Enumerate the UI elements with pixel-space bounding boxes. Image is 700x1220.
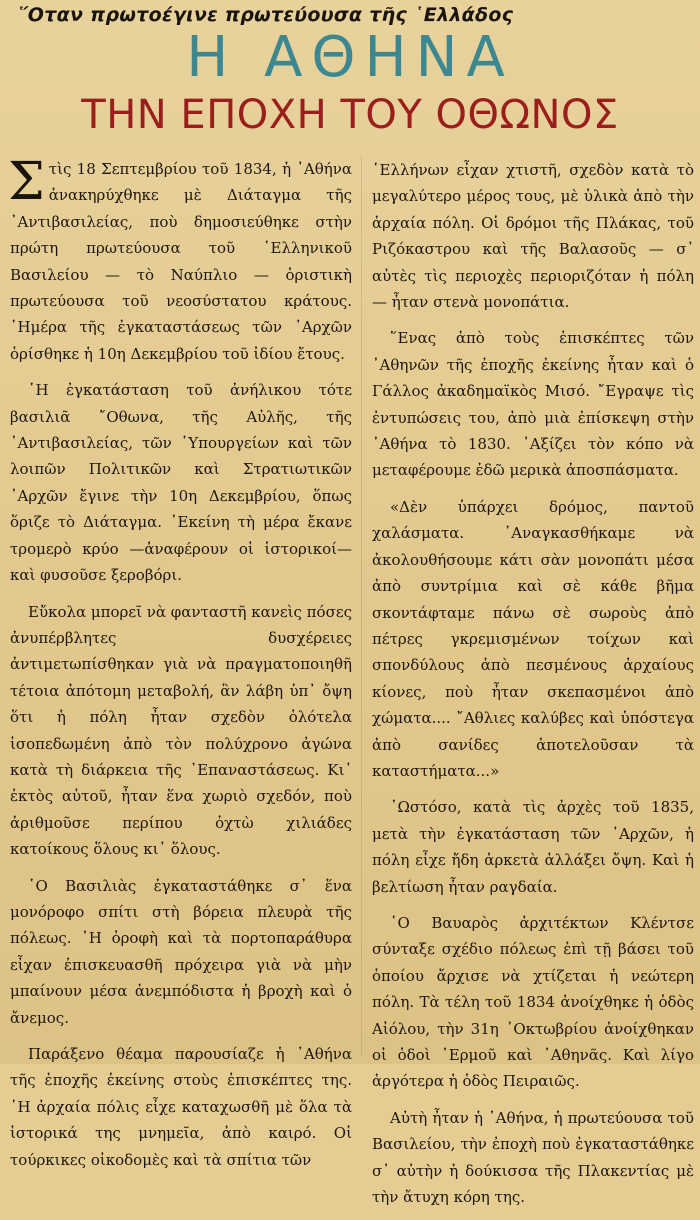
right-paragraph-4: ᾿Ωστόσο, κατὰ τὶς ἀρχὲς τοῦ 1835, μετὰ τὴν ἐγκατάσταση τῶν ᾿Αρχῶν, ἡ πόλη εἶχε ἤδη ἀρκετὰ ἀλλάξει ὄψη. Καὶ ἡ βελτίωση ἦταν ραγδαία. bbox=[372, 798, 694, 896]
right-paragraph-2: ῞Ενας ἀπὸ τοὺς ἐπισκέπτες τῶν ᾿Αθηνῶν τῆς ἐποχῆς ἐκείνης ἦταν καὶ ὁ Γάλλος ἀκαδημαϊκὸς Μισό. ῎Εγραψε τὶς ἐντυπώσεις του, ἀπὸ μιὰ ἐπίσκεψη στὴν ᾿Αθήνα τὸ 1830. ᾿Αξίζει τὸν κόπο νὰ μεταφέρουμε ἐδῶ μερικὰ ἀποσπάσματα. bbox=[372, 329, 694, 480]
drop-cap: Σ bbox=[8, 152, 45, 212]
right-paragraph-6: Αὐτὴ ἦταν ἡ ᾿Αθήνα, ἡ πρωτεύουσα τοῦ Βασιλείου, τὴν ἐποχὴ ποὺ ἐγκαταστάθηκε σ᾿ αὐτὴν ἡ δούκισσα τῆς Πλακεντίας μὲ τὴν ἄτυχη κόρη της. bbox=[372, 1108, 694, 1207]
left-paragraph-2: ῾Η ἐγκατάσταση τοῦ ἀνήλικου τότε βασιλιᾶ ῎Οθωνα, τῆς Αὐλῆς, τῆς ᾿Αντιβασιλείας, τῶν ῾Υπουργείων καὶ τῶν λοιπῶν Πολιτικῶν καὶ Στρατιωτικῶν ᾿Αρχῶν ἔγινε τὴν 10η Δεκεμβρίου, ὅπως ὅριζε τὸ Διάταγμα. ᾿Εκείνη τὴ μέρα ἔκανε τρομερὸ κρύο —ἀναφέρουν οἱ ἱστορικοί— καὶ φυσοῦσε ξεροβόρι. bbox=[10, 381, 352, 585]
left-paragraph-1-text: τὶς 18 Σεπτεμβρίου τοῦ 1834, ἡ ᾿Αθήνα ἀνακηρύχθηκε μὲ Διάταγμα τῆς ᾿Αντιβασιλείας, ποὺ δημοσιεύθηκε στὴν πρώτη πρωτεύουσα τοῦ ῾Ελληνικοῦ Βασιλείου — τὸ Ναύπλιο — ὁριστικὴ πρωτεύουσα τοῦ νεοσύστατου κράτους. ῾Ημέρα τῆς ἐγκαταστάσεως τῶν ᾿Αρχῶν ὁρίσθηκε ἡ 10η Δεκεμβρίου τοῦ ἰδίου ἔτους. bbox=[10, 160, 352, 363]
right-paragraph-3: «Δὲν ὑπάρχει δρόμος, παντοῦ χαλάσματα. ᾿Αναγκασθήκαμε νὰ ἀκολουθήσουμε κάτι σὰν μονοπάτι μέσα ἀπὸ συντρίμια καὶ σὲ κάθε βῆμα σκοντάφταμε πάνω σὲ σωροὺς ἀπὸ πέτρες γκρεμισμένων τοίχων καὶ σπονδύλους ἀπὸ πεσμένους ἀρχαίους κίονες, ποὺ ἦταν σκεπασμένοι ἀπὸ χώματα.... ῎Αθλιες καλύβες καὶ ὑπόστεγα ἀπὸ σανίδες ἀποτελοῦσαν τὰ καταστήματα...» bbox=[372, 497, 694, 780]
left-paragraph-4: ῾Ο Βασιλιὰς ἐγκαταστάθηκε σ᾿ ἕνα μονόροφο σπίτι στὴ βόρεια πλευρὰ τῆς πόλεως. ῾Η ὀροφὴ καὶ τὰ πορτοπαράθυρα εἶχαν ἐπισκευασθῆ πρόχειρα γιὰ νὰ μὴν μπαίνουν μέσα ἀνεμπόδιστα ἡ βροχὴ καὶ ὁ ἄνεμος. bbox=[10, 876, 352, 1027]
column-divider bbox=[361, 156, 362, 1056]
left-paragraph-3: Εὔκολα μπορεῖ νὰ φανταστῆ κανεὶς πόσες ἀνυπέρβλητες δυσχέρειες ἀντιμετωπίσθηκαν γιὰ νὰ πραγματοποιηθῆ τέτοια ἀπότομη μεταβολή, ἂν λάβη ὑπ᾿ ὄψη ὅτι ἡ πόλη ἦταν σχεδὸν ὁλότελα ἰσοπεδωμένη ἀπὸ τὸν πολύχρονο ἀγώνα κατὰ τὴ διάρκεια τῆς ᾿Επαναστάσεως. Κι᾿ ἐκτὸς αὐτοῦ, ἦταν ἕνα χωριὸ σχεδόν, ποὺ ἀριθμοῦσε περίπου ὀχτὼ χιλιάδες κατοίκους ὅλους κι᾿ ὅλους. bbox=[10, 602, 352, 859]
article-kicker: ῞Οταν πρωτοέγινε πρωτεύουσα τῆς ῾Ελλάδος bbox=[18, 4, 514, 26]
right-paragraph-1: ῾Ελλήνων εἶχαν χτιστῆ, σχεδὸν κατὰ τὸ μεγαλύτερο μέρος τους, μὲ ὑλικὰ ἀπὸ τὴν ἀρχαία πόλη. Οἱ δρόμοι τῆς Πλάκας, τοῦ Ριζόκαστρου καὶ τῆς Βαλασοῦς — σ᾿ αὐτὲς τὶς περιοχὲς περιοριζόταν ἡ πόλη — ἦταν στενὰ μονοπάτια. bbox=[372, 161, 694, 312]
right-column bbox=[372, 157, 694, 1220]
article-headline: Η ΑΘΗΝΑ bbox=[186, 25, 514, 90]
left-paragraph-5: Παράξενο θέαμα παρουσίαζε ἡ ᾿Αθήνα τῆς ἐποχῆς ἐκείνης στοὺς ἐπισκέπτες της. ῾Η ἀρχαία πόλις εἶχε καταχωσθῆ μὲ ὅλα τὰ ἱστορικά της μνημεῖα, ἀπὸ καιρό. Οἱ τούρκικες οἰκοδομὲς καὶ τὰ σπίτια τῶν bbox=[10, 1045, 352, 1169]
left-column bbox=[8, 152, 352, 1183]
article-subhead: ΤΗΝ ΕΠΟΧΗ ΤΟΥ ΟΘΩΝΟΣ bbox=[81, 92, 619, 138]
right-paragraph-5: ῾Ο Βαυαρὸς ἀρχιτέκτων Κλέντσε σύνταξε σχέδιο πόλεως ἐπὶ τῇ βάσει τοῦ ὁποίου ἄρχισε νὰ χτίζεται ἡ νεώτερη πόλη. Τὰ τέλη τοῦ 1834 ἀνοίχθηκε ἡ ὁδὸς Αἰόλου, τὴν 31η ᾿Οκτωβρίου ἀνοίχθηκαν οἱ ὁδοὶ ῾Ερμοῦ καὶ ᾿Αθηνᾶς. Καὶ λίγο ἀργότερα ἡ ὁδὸς Πειραιῶς. bbox=[372, 913, 694, 1091]
left-paragraph-1 bbox=[8, 152, 352, 367]
